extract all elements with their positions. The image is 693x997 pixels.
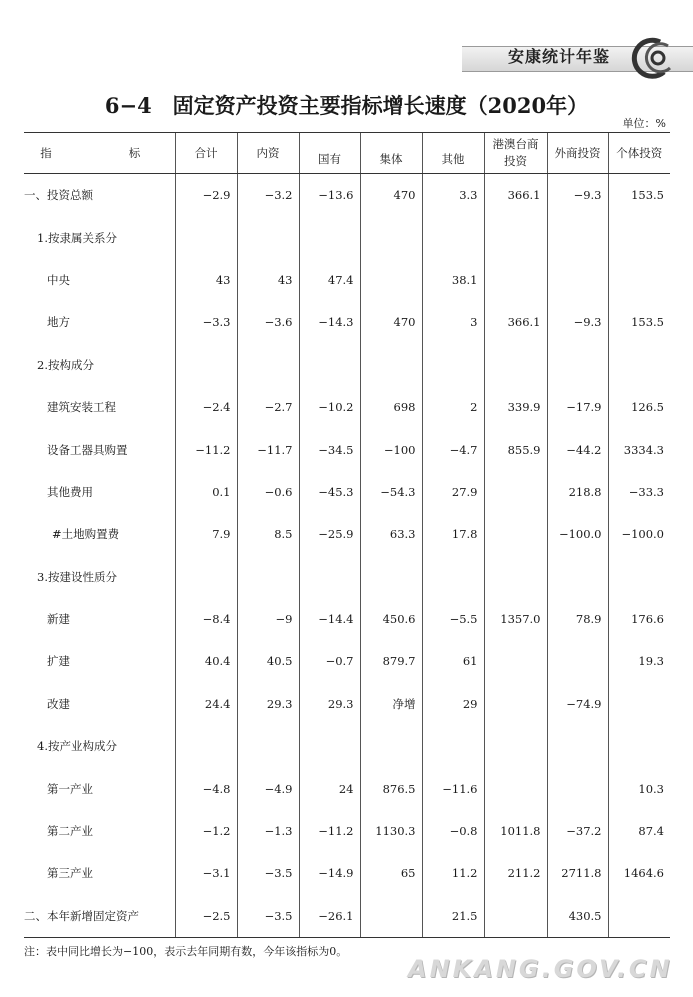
table-cell: 61 [422,640,484,682]
table-cell [237,556,299,598]
table-row [24,471,670,513]
table-cell: 87.4 [608,810,670,852]
table-row [24,344,670,386]
table-cell: −11.6 [422,767,484,809]
table-cell [484,344,547,386]
row-label: 第二产业 [47,824,93,839]
table-cell: 19.3 [608,640,670,682]
table-cell: −1.2 [175,810,237,852]
col-hk-macao-tw-label: 港澳台商投资 [492,137,539,168]
table-cell [608,259,670,301]
table-cell: −0.8 [422,810,484,852]
table-cell: 1357.0 [484,598,547,640]
table-cell: −0.7 [299,640,360,682]
table-cell: −3.5 [237,852,299,894]
table-cell: −11.2 [175,428,237,470]
table-cell [299,216,360,258]
table-cell [422,725,484,767]
table-cell: 21.5 [422,895,484,938]
table-cell: −14.4 [299,598,360,640]
table-cell: 470 [360,301,422,343]
table-cell: 78.9 [547,598,608,640]
table-row [24,556,670,598]
row-label: 新建 [47,612,70,627]
table-cell: 47.4 [299,259,360,301]
row-label: 设备工器具购置 [47,442,128,457]
table-cell: 1464.6 [608,852,670,894]
table-cell [422,556,484,598]
table-cell: 7.9 [175,513,237,555]
table-cell: −13.6 [299,174,360,217]
table-cell: −2.5 [175,895,237,938]
table-cell [547,344,608,386]
col-other-label: 其他 [441,152,465,166]
table-cell: −1.3 [237,810,299,852]
table-cell: 3 [422,301,484,343]
col-collective-label: 集体 [379,152,403,166]
table-cell: 1130.3 [360,810,422,852]
table-cell: 24.4 [175,683,237,725]
table-cell [484,216,547,258]
table-cell: 876.5 [360,767,422,809]
table-cell: 430.5 [547,895,608,938]
row-label: 扩建 [47,654,70,669]
table-cell: 29 [422,683,484,725]
row-label: 中央 [47,272,70,287]
table-cell [422,344,484,386]
table-cell [360,216,422,258]
row-label: 第一产业 [47,781,93,796]
table-cell: 24 [299,767,360,809]
footnote: 注：表中同比增长为−100，表示去年同期有数，今年该指标为0。 [24,945,348,958]
table-cell: −5.5 [422,598,484,640]
table-cell: 450.6 [360,598,422,640]
col-collective [360,133,422,174]
table-cell: 29.3 [299,683,360,725]
table-cell: −4.8 [175,767,237,809]
col-hk-macao-tw [484,133,547,174]
col-total: 合计 [175,133,237,174]
table-cell: −54.3 [360,471,422,513]
table-row [24,513,670,555]
col-foreign: 外商投资 [547,133,608,174]
table-cell: −34.5 [299,428,360,470]
table-row [24,767,670,809]
table-cell: 153.5 [608,174,670,217]
table-cell: 8.5 [237,513,299,555]
table-cell: 366.1 [484,174,547,217]
table-row [24,174,670,217]
table-cell [608,344,670,386]
table-cell: −10.2 [299,386,360,428]
table-cell: −3.1 [175,852,237,894]
table-row [24,428,670,470]
yearbook-logo-icon [620,36,680,80]
table-cell: −2.9 [175,174,237,217]
table-cell: −14.9 [299,852,360,894]
row-label: 建筑安装工程 [47,400,116,415]
row-label: 二、本年新增固定资产 [24,895,175,938]
table-row [24,301,670,343]
table-cell: 40.4 [175,640,237,682]
table-cell [608,683,670,725]
table-cell [547,556,608,598]
row-label: 地方 [47,315,70,330]
table-title: 6−4 固定资产投资主要指标增长速度（2020年） [104,93,589,118]
table-cell: 218.8 [547,471,608,513]
table-cell [484,513,547,555]
table-cell: 3334.3 [608,428,670,470]
table-cell: −3.5 [237,895,299,938]
table-cell [299,725,360,767]
row-label: 一、投资总额 [24,188,93,203]
table-cell [547,640,608,682]
table-cell: −25.9 [299,513,360,555]
table-cell: 43 [237,259,299,301]
table-cell: −17.9 [547,386,608,428]
table-cell: −4.7 [422,428,484,470]
table-cell: −33.3 [608,471,670,513]
table-cell: 29.3 [237,683,299,725]
table-cell [299,344,360,386]
row-label: 2.按构成分 [37,357,94,372]
table-cell [175,556,237,598]
table-cell [484,725,547,767]
table-cell: −37.2 [547,810,608,852]
table-cell: −44.2 [547,428,608,470]
table-cell: 净增 [360,683,422,725]
table-cell [547,216,608,258]
row-label: 其他费用 [47,484,93,499]
table-cell [484,556,547,598]
watermark: ANKANG.GOV.CN [408,955,673,983]
table-body [24,174,670,938]
table-cell: −11.7 [237,428,299,470]
table-cell [237,216,299,258]
row-label: 第三产业 [47,866,93,881]
table-cell: −2.4 [175,386,237,428]
row-label: #土地购置费 [52,527,120,542]
table-cell: −9.3 [547,301,608,343]
book-title: 安康统计年鉴 [508,47,611,66]
table-cell: 2 [422,386,484,428]
table-cell [175,344,237,386]
table-cell: −3.3 [175,301,237,343]
table-cell [484,471,547,513]
table-cell: 339.9 [484,386,547,428]
table-cell [422,216,484,258]
table-header-row [24,133,670,174]
table-cell: −14.3 [299,301,360,343]
col-state-label: 国有 [318,152,341,166]
table-cell: −4.9 [237,767,299,809]
table-cell [547,259,608,301]
table-cell [484,767,547,809]
table-cell: 879.7 [360,640,422,682]
row-label: 3.按建设性质分 [37,569,117,584]
table-cell: −45.3 [299,471,360,513]
table-cell: 10.3 [608,767,670,809]
table-cell [608,216,670,258]
table-cell: 1011.8 [484,810,547,852]
table-row [24,386,670,428]
table-cell: 153.5 [608,301,670,343]
row-label: 1.按隶属关系分 [37,230,117,245]
col-state [299,133,360,174]
table-row [24,216,670,258]
table-cell [360,259,422,301]
table-cell: 698 [360,386,422,428]
table-cell [360,556,422,598]
table-cell [547,725,608,767]
table-cell: 855.9 [484,428,547,470]
table-cell: 470 [360,174,422,217]
col-domestic: 内资 [237,133,299,174]
table-cell: 27.9 [422,471,484,513]
table-cell: −3.6 [237,301,299,343]
table-cell [484,259,547,301]
row-label: 改建 [47,696,70,711]
table-cell [608,895,670,938]
table-cell: 126.5 [608,386,670,428]
table-cell: 17.8 [422,513,484,555]
table-row [24,852,670,894]
col-indicator: 指 标 [24,133,175,174]
table-cell: 3.3 [422,174,484,217]
table-cell: 176.6 [608,598,670,640]
table-cell [237,344,299,386]
table-cell: 366.1 [484,301,547,343]
unit-label: 单位：% [622,117,666,130]
table-cell: −100.0 [608,513,670,555]
table-cell [299,556,360,598]
table-cell [360,725,422,767]
col-individual: 个体投资 [608,133,670,174]
table-cell: 63.3 [360,513,422,555]
table-cell: −9 [237,598,299,640]
table-cell: 0.1 [175,471,237,513]
table-cell [608,556,670,598]
investment-growth-table [24,132,670,938]
table-cell [175,725,237,767]
table-row [24,895,670,938]
table-row [24,725,670,767]
table-cell [360,895,422,938]
table-cell: 211.2 [484,852,547,894]
table-cell: −8.4 [175,598,237,640]
table-cell: −74.9 [547,683,608,725]
table-cell: 43 [175,259,237,301]
table-row [24,598,670,640]
table-cell: −3.2 [237,174,299,217]
row-label: 4.按产业构成分 [37,739,117,754]
table-cell [547,767,608,809]
table-cell: 40.5 [237,640,299,682]
table-row [24,259,670,301]
table-cell [484,640,547,682]
table-cell [360,344,422,386]
table-row [24,683,670,725]
table-cell: 11.2 [422,852,484,894]
table-cell: −11.2 [299,810,360,852]
table-cell: 38.1 [422,259,484,301]
table-cell: −9.3 [547,174,608,217]
table-cell [608,725,670,767]
table-cell: 2711.8 [547,852,608,894]
table-cell [484,895,547,938]
table-cell: −100 [360,428,422,470]
table-row [24,640,670,682]
table-cell [237,725,299,767]
table-cell: −2.7 [237,386,299,428]
table-row [24,810,670,852]
table-cell [175,216,237,258]
table-cell: −100.0 [547,513,608,555]
col-other [422,133,484,174]
table-cell: −0.6 [237,471,299,513]
table-cell: −26.1 [299,895,360,938]
table-cell: 65 [360,852,422,894]
table-cell [484,683,547,725]
